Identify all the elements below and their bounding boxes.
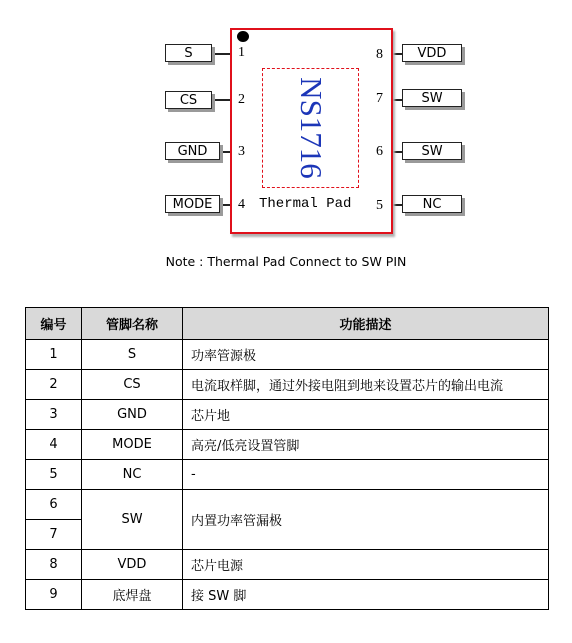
cell-number: 4 [26,430,82,460]
cell-function: 内置功率管漏极 [183,490,549,550]
cell-function: 接 SW 脚 [183,580,549,610]
header-pin-name: 管脚名称 [82,308,183,340]
pin-number: 2 [238,92,245,107]
pin-lead [212,53,230,55]
cell-function: 芯片地 [183,400,549,430]
table-row [26,400,549,430]
pin-number: 8 [376,47,383,62]
pin-lead [393,204,402,206]
pin-label-cs: CS [165,91,212,109]
pin-lead [393,151,402,153]
chip-pinout-diagram [0,0,572,290]
cell-pin-name: NC [82,460,183,490]
pin-number: 7 [376,91,383,106]
table-row [26,460,549,490]
table-row [26,430,549,460]
pin-number: 5 [376,198,383,213]
cell-number: 6 [26,490,82,520]
cell-pin-name: GND [82,400,183,430]
pin-number: 3 [238,144,245,159]
table-row [26,580,549,610]
pin-function-table [25,307,549,610]
cell-function: - [183,460,549,490]
header-function: 功能描述 [183,308,549,340]
cell-number: 2 [26,370,82,400]
pin-label-mode: MODE [165,195,220,213]
cell-number: 1 [26,340,82,370]
pin-number: 6 [376,144,383,159]
cell-pin-name: 底焊盘 [82,580,183,610]
cell-number: 5 [26,460,82,490]
pin-label-s: S [165,44,212,62]
pin-label-sw: SW [402,89,462,107]
pin-lead [212,99,230,101]
cell-pin-name: CS [82,370,183,400]
pin-label-nc: NC [402,195,462,213]
cell-number: 8 [26,550,82,580]
cell-function: 电流取样脚，通过外接电阻到地来设置芯片的输出电流 [183,370,549,400]
cell-function: 高亮/低亮设置管脚 [183,430,549,460]
table-row [26,370,549,400]
pin1-marker-icon [237,31,249,42]
pin-label-gnd: GND [165,142,220,160]
cell-function: 功率管源极 [183,340,549,370]
pin-label-sw: SW [402,142,462,160]
cell-number: 9 [26,580,82,610]
pin-number: 1 [238,45,245,60]
cell-pin-name: SW [82,490,183,550]
pin-lead [393,53,402,55]
thermal-pad-label: Thermal Pad [259,196,352,212]
cell-number: 7 [26,520,82,550]
table-header-row [26,308,549,340]
part-number: NS1716 [293,77,329,179]
pin-lead [393,99,402,101]
pin-label-vdd: VDD [402,44,462,62]
header-number: 编号 [26,308,82,340]
table-row [26,490,549,520]
pin-number: 4 [238,197,245,212]
diagram-caption: Note : Thermal Pad Connect to SW PIN [165,254,407,269]
cell-number: 3 [26,400,82,430]
pin-lead [220,204,230,206]
table-row [26,340,549,370]
cell-pin-name: VDD [82,550,183,580]
table-row [26,550,549,580]
cell-pin-name: S [82,340,183,370]
cell-pin-name: MODE [82,430,183,460]
cell-function: 芯片电源 [183,550,549,580]
